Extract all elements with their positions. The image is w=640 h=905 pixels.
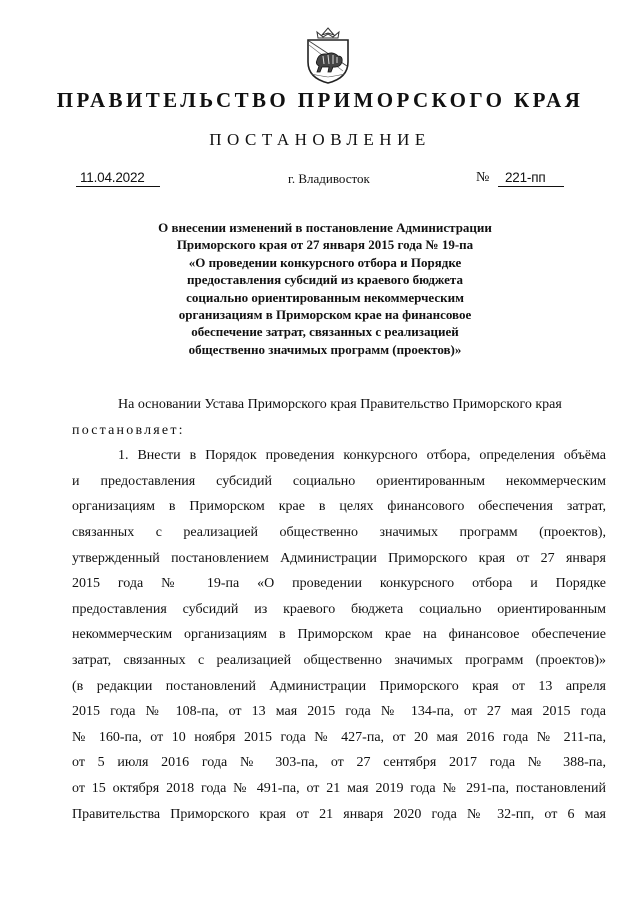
heading-line: предоставления субсидий из краевого бюджета [187, 272, 463, 288]
paragraph-line: 2015 года № 19-па «О проведении конкурсного отбора и Порядке [72, 576, 606, 592]
heading-line: организациям в Приморском крае на финансовое [178, 307, 472, 323]
paragraph-line: затрат, связанных с реализацией общественно значимых программ (проектов)» [72, 652, 606, 668]
number-sign: № [476, 170, 490, 185]
document-number-field [498, 171, 564, 187]
paragraph-line: от 5 июля 2016 года № 303-па, от 27 сентября 2017 года № 388-па, [72, 755, 606, 771]
heading-line: социально ориентированным некоммерческим [186, 289, 464, 305]
paragraph-line: № 160-па, от 10 ноября 2015 года № 427-па, от 20 мая 2016 года № 211-па, [72, 729, 606, 745]
paragraph-line: 2015 года № 108-па, от 13 мая 2015 года № 134-па, от 27 мая 2015 года [72, 704, 606, 720]
document-city: г. Владивосток [288, 171, 370, 186]
paragraph-line: некоммерческим организациям в Приморском крае на финансовое обеспечение [72, 627, 606, 643]
preamble-resolves: постановляет: [72, 422, 185, 438]
paragraph-line: (в редакции постановлений Администрации Приморского края от 13 апреля [72, 678, 606, 694]
document-heading [120, 219, 530, 358]
document-date-field [76, 171, 160, 187]
paragraph-line: 1. Внести в Порядок проведения конкурсного отбора, определения объёма [118, 448, 606, 464]
document-body [72, 392, 606, 827]
document-type: ПОСТАНОВЛЕНИЕ [209, 130, 431, 149]
paragraph-line: и предоставления субсидий социально ориентированным некоммерческим [72, 473, 606, 489]
heading-line: «О проведении конкурсного отбора и Порядке [188, 254, 462, 270]
paragraph-line: от 15 октября 2018 года № 491-па, от 21 мая 2019 года № 291-па, постановлений [72, 780, 606, 796]
heading-line: О внесении изменений в постановление Администрации [158, 220, 492, 235]
paragraph-line: организациям в Приморском крае в целях финансового обеспечения затрат, [72, 499, 606, 515]
government-title: ПРАВИТЕЛЬСТВО ПРИМОРСКОГО КРАЯ [56, 88, 584, 112]
document-date: 11.04.2022 [80, 170, 145, 185]
heading-line: обеспечение затрат, связанных с реализацией [191, 324, 459, 340]
preamble-line: На основании Устава Приморского края Правительство Приморского края [118, 397, 562, 412]
paragraph-line: предоставления субсидий из краевого бюджета социально ориентированным [72, 601, 606, 617]
heading-line: общественно значимых программ (проектов)» [188, 341, 462, 357]
coat-of-arms-emblem [303, 26, 353, 84]
document-number: 221-пп [505, 170, 546, 185]
heading-line: Приморского края от 27 января 2015 года № 19-па [176, 237, 474, 253]
paragraph-line: утвержденный постановлением Администрации Приморского края от 27 января [72, 550, 606, 566]
paragraph-line: связанных с реализацией общественно значимых программ (проектов), [72, 524, 606, 540]
paragraph-line: Правительства Приморского края от 21 января 2020 года № 32-пп, от 6 мая [72, 806, 606, 822]
